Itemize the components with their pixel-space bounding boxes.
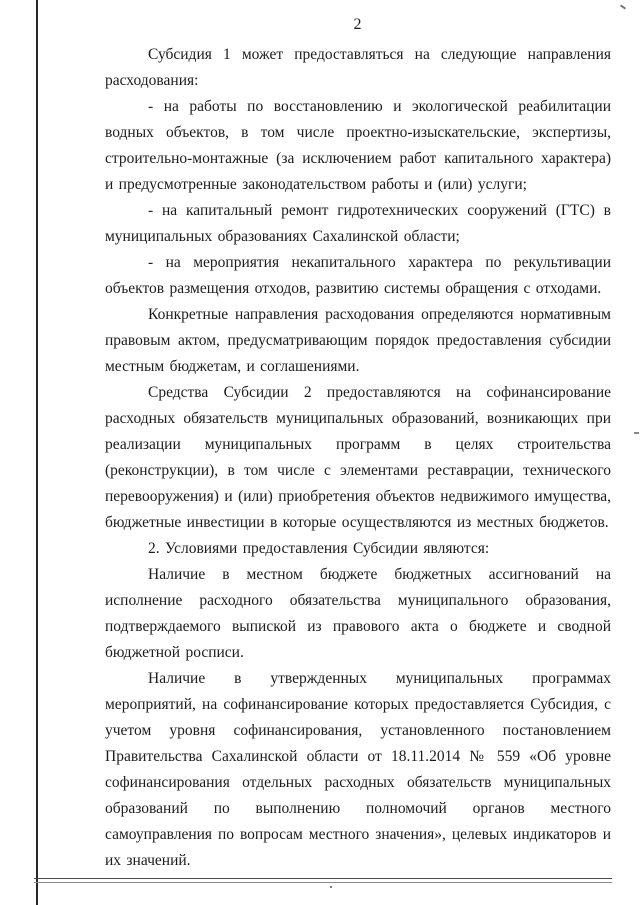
scan-speck (620, 4, 626, 9)
paragraph: - на работы по восстановлению и экологической реабилитации водных объектов, в том числе проектно-изыскательские, экспертизы, строительно-монтажные (за исключением работ капитального характера) и предусмотренные законодательством работы и (или) услуги; (105, 98, 611, 193)
paragraph: Конкретные направления расходования определяются нормативным правовым актом, предусматривающим порядок предоставления субсидии местным бюджетам, и соглашениями. (105, 306, 611, 375)
paragraph: Средства Субсидии 2 предоставляются на софинансирование расходных обязательств муниципальных образований, возникающих при реализации муниципальных программ в целях строительства (реконструкции), в том числе с элементами реставрации, технического перевооружения) и (или) приобретения объектов недвижимого имущества, бюджетные инвестиции в которые осуществляются из местных бюджетов. (105, 384, 611, 531)
scan-speck (330, 886, 332, 888)
bottom-scan-rule (34, 878, 612, 883)
paragraph: - на капитальный ремонт гидротехнических сооружений (ГТС) в муниципальных образованиях Сахалинской области; (105, 202, 611, 245)
paragraph: Наличие в местном бюджете бюджетных ассигнований на исполнение расходного обязательства муниципального образования, подтверждаемого выпиской из правового акта о бюджете и сводной бюджетной росписи. (105, 566, 611, 661)
scan-speck (634, 432, 639, 434)
paragraph: Субсидия 1 может предоставляться на следующие направления расходования: (105, 46, 611, 89)
page-number: 2 (353, 16, 362, 33)
paragraph: Наличие в утвержденных муниципальных программах мероприятий, на софинансирование которых предоставляется Субсидия, с учетом уровня софинансирования, установленного постановлением Правительства Сахалинской области от 18.11.2014 № 559 «Об уровне софинансирования отдельных расходных обязательств муниципальных образований по выполнению полномочий органов местного самоуправления по вопросам местного значения», целевых индикаторов и их значений. (105, 670, 611, 869)
paragraph: - на мероприятия некапитального характера по рекультивации объектов размещения отходов, развитию системы обращения с отходами. (105, 254, 611, 297)
paragraph: 2. Условиями предоставления Субсидии являются: (148, 540, 490, 557)
scan-edge-line (36, 0, 38, 905)
document-body (105, 42, 611, 874)
